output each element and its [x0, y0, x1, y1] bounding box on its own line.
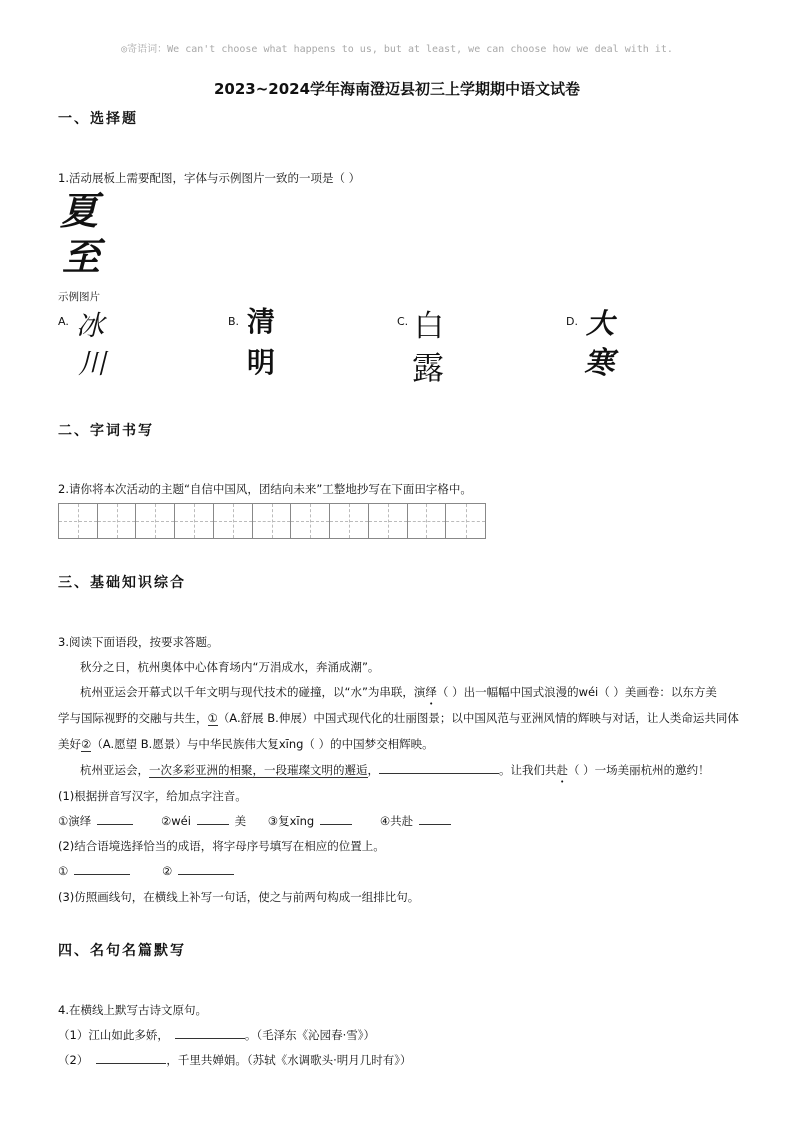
passage-line-1: 秋分之日，杭州奥体中心体育场内“万涓成水，奔涌成潮”。 [80, 660, 380, 674]
example-char-2: 至 [62, 234, 101, 279]
subquestion-3: (3)仿照画线句，在横线上补写一句话，使之与前两句构成一组排比句。 [58, 890, 420, 904]
poem-blank[interactable] [96, 1052, 166, 1064]
subquestion-2-answers: ① ② [58, 863, 234, 878]
answer-blank[interactable] [97, 813, 133, 825]
passage-line-4: 美好②（A.愿望 B.愿景）与中华民族伟大复xīng（ ）的中国梦交相辉映。 [58, 737, 434, 751]
question-4-stem: 4.在横线上默写古诗文原句。 [58, 1003, 207, 1017]
grid-cell[interactable] [291, 504, 330, 538]
option-c-letter[interactable]: C. [397, 315, 409, 328]
grid-cell[interactable] [98, 504, 137, 538]
fill-blank-sentence[interactable] [379, 762, 499, 774]
subquestion-2: (2)结合语境选择恰当的成语，将字母序号填写在相应的位置上。 [58, 839, 385, 853]
answer-blank[interactable] [178, 863, 234, 875]
underlined-sentence: 一次多彩亚洲的相聚，一段璀璨文明的邂逅 [149, 763, 368, 777]
example-caption: 示例图片 [58, 291, 100, 303]
option-c-char-1: 白 [414, 309, 444, 344]
answer-blank[interactable] [320, 813, 352, 825]
question-1-stem: 1.活动展板上需要配图，字体与示例图片一致的一项是（ ） [58, 171, 361, 185]
grid-cell[interactable] [214, 504, 253, 538]
poem-blank[interactable] [175, 1027, 245, 1039]
answer-blank[interactable] [197, 813, 229, 825]
option-a-char-2: 川 [78, 347, 107, 380]
poem-line-1: （1）江山如此多娇， 。（毛泽东《沁园春·雪》） [58, 1028, 375, 1042]
blank-1-marker: ① [207, 711, 218, 725]
option-c-char-2: 露 [412, 349, 445, 387]
grid-cell[interactable] [446, 504, 485, 538]
option-b-char-2: 明 [247, 346, 276, 379]
section-heading-writing: 二、字词书写 [58, 423, 154, 439]
grid-cell[interactable] [175, 504, 214, 538]
blank-2-marker: ② [81, 737, 92, 751]
question-3-stem: 3.阅读下面语段，按要求答题。 [58, 635, 219, 649]
grid-cell[interactable] [136, 504, 175, 538]
answer-blank[interactable] [419, 813, 451, 825]
grid-cell[interactable] [253, 504, 292, 538]
page-title: 2023~2024学年海南澄迈县初三上学期期中语文试卷 [213, 80, 581, 98]
section-heading-basics: 三、基础知识综合 [58, 575, 186, 591]
option-b-char-1: 清 [247, 305, 276, 338]
option-a-char-1: 冰 [76, 309, 105, 342]
option-b-letter[interactable]: B. [228, 315, 240, 328]
motto-line: ◎寄语词：We can't choose what happens to us, but at least, we can choose how we deal with it. [121, 44, 673, 55]
option-d-letter[interactable]: D. [566, 315, 578, 328]
answer-blank[interactable] [74, 863, 130, 875]
grid-cell[interactable] [369, 504, 408, 538]
question-2-stem: 2.请你将本次活动的主题“自信中国风，团结向未来”工整地抄写在下面田字格中。 [58, 482, 472, 496]
passage-line-2: 杭州亚运会开幕式以千年文明与现代技术的碰撞，以“水”为串联，演绎（ ）出一幅幅中国式浪漫的wéi（ ）美画卷：以东方美 [80, 685, 717, 699]
tianzige-grid[interactable] [58, 503, 486, 539]
subquestion-1: (1)根据拼音写汉字，给加点字注音。 [58, 789, 247, 803]
section-heading-recitation: 四、名句名篇默写 [58, 943, 186, 959]
grid-cell[interactable] [330, 504, 369, 538]
section-heading-choice: 一、选择题 [58, 111, 138, 127]
grid-cell[interactable] [59, 504, 98, 538]
dotted-char: 赴 [556, 763, 568, 777]
grid-cell[interactable] [408, 504, 447, 538]
passage-line-3: 学与国际视野的交融与共生，①（A.舒展 B.伸展）中国式现代化的壮丽图景；以中国风范与亚洲风情的辉映与对话，让人类命运共同体 [58, 711, 739, 725]
example-char-1: 夏 [60, 188, 99, 233]
poem-line-2: （2） ，千里共婵娟。（苏轼《水调歌头·明月几时有》） [58, 1053, 412, 1067]
option-a-letter[interactable]: A. [58, 315, 69, 328]
dotted-char: 绎 [425, 685, 437, 699]
option-d-char-1: 大 [586, 307, 615, 340]
passage-line-5: 杭州亚运会，一次多彩亚洲的相聚，一段璀璨文明的邂逅， 。让我们共赴（ ）一场美丽杭州的邀约！ [80, 763, 710, 777]
subquestion-1-answers: ①演绎 ②wéi 美 ③复xīng ④共赴 [58, 813, 451, 829]
option-d-char-2: 寒 [584, 346, 614, 381]
